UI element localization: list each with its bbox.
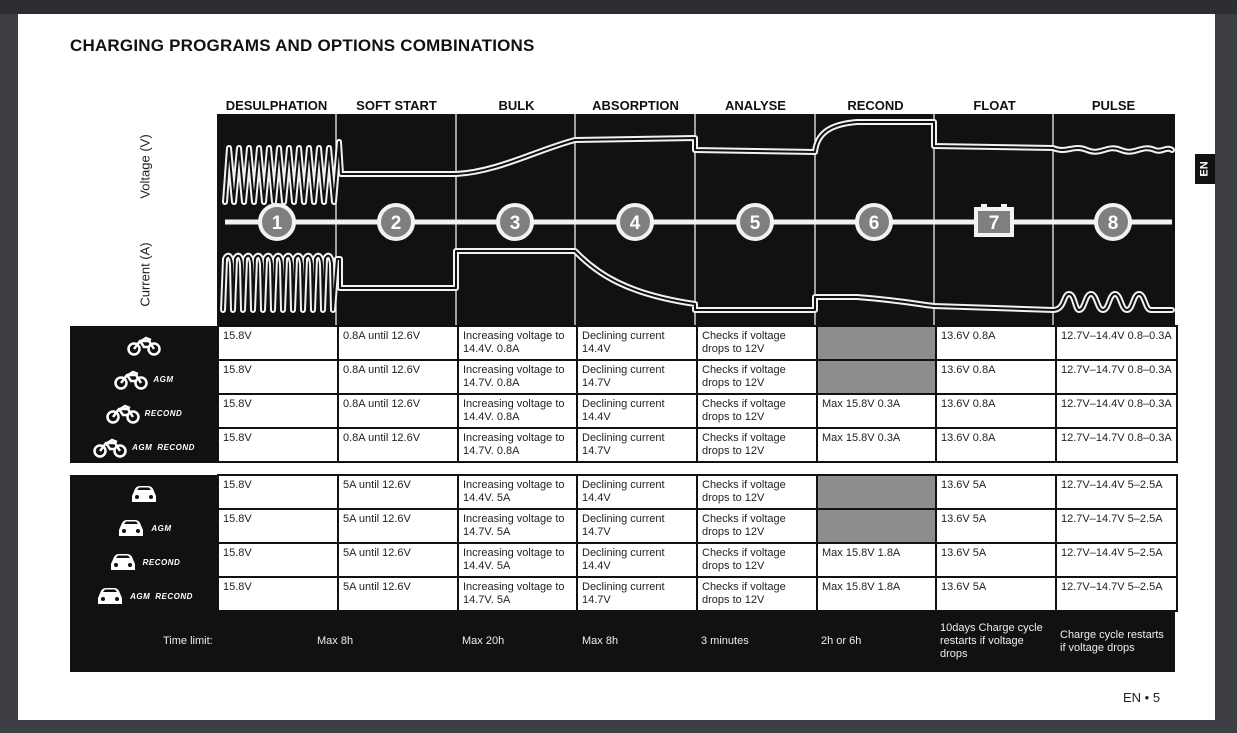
motorcycle-icon <box>93 436 127 458</box>
table-cell: Checks if voltage drops to 12V <box>697 428 817 462</box>
stage-header-4: ABSORPTION <box>592 98 679 113</box>
table-cell: Increasing voltage to 14.7V. 0.8A <box>458 360 577 394</box>
table-cell: 12.7V–14.4V 5–2.5A <box>1056 543 1177 577</box>
time-limit-bar <box>70 611 1175 672</box>
motorcycle-icon <box>106 402 140 424</box>
stage-number-4: 4 <box>629 213 641 234</box>
table-cell: 13.6V 5A <box>936 577 1056 611</box>
language-tab: EN <box>1195 154 1215 184</box>
table-cell: Declining current 14.4V <box>577 475 697 509</box>
mode-car-recond <box>70 545 218 579</box>
mode-moto-agm <box>70 362 218 396</box>
table-cell: 0.8A until 12.6V <box>338 394 458 428</box>
recond-tag: RECOND <box>144 408 183 418</box>
table-cell: 15.8V <box>218 475 338 509</box>
table-cell: 5A until 12.6V <box>338 475 458 509</box>
table-cell: Checks if voltage drops to 12V <box>697 394 817 428</box>
stage-number-5: 5 <box>749 213 761 234</box>
mode-car <box>70 477 218 511</box>
table-cell: 12.7V–14.7V 5–2.5A <box>1056 509 1177 543</box>
stage-number-7: 7 <box>988 213 1000 234</box>
disabled-cell <box>817 475 936 509</box>
stage-marker-6 <box>857 205 891 239</box>
page-number: EN • 5 <box>1123 690 1161 705</box>
table-cell: 5A until 12.6V <box>338 543 458 577</box>
table-cell: Max 15.8V 0.3A <box>817 394 936 428</box>
table-cell: 12.7V–14.7V 5–2.5A <box>1056 577 1177 611</box>
stage-number-2: 2 <box>390 213 402 234</box>
stage-number-8: 8 <box>1107 213 1119 234</box>
stage-number-3: 3 <box>509 213 521 234</box>
table-cell: 15.8V <box>218 394 338 428</box>
motorcycle-table <box>217 325 1178 463</box>
stage-number-6: 6 <box>868 213 880 234</box>
table-cell: Max 15.8V 1.8A <box>817 543 936 577</box>
mode-car-agm <box>70 511 218 545</box>
recond-tag: RECOND <box>142 557 181 567</box>
table-cell: Declining current 14.4V <box>577 326 697 360</box>
table-cell: Max 15.8V 1.8A <box>817 577 936 611</box>
stage-header-8: PULSE <box>1091 98 1136 113</box>
table-cell: Checks if voltage drops to 12V <box>697 326 817 360</box>
agm-tag: AGM <box>132 442 153 452</box>
stage-marker-8 <box>1096 205 1130 239</box>
table-cell: Increasing voltage to 14.4V. 0.8A <box>458 326 577 360</box>
table-cell: 12.7V–14.7V 0.8–0.3A <box>1056 428 1177 462</box>
table-cell: 13.6V 5A <box>936 543 1056 577</box>
table-cell: Declining current 14.4V <box>577 394 697 428</box>
table-cell: Declining current 14.7V <box>577 428 697 462</box>
time-limit-desulphation-softstart: Max 8h <box>317 635 354 647</box>
mode-moto <box>70 328 218 362</box>
car-icon <box>108 552 138 572</box>
table-cell: 12.7V–14.4V 5–2.5A <box>1056 475 1177 509</box>
table-cell: 13.6V 0.8A <box>936 360 1056 394</box>
mode-moto-agm-recond <box>70 430 218 464</box>
stage-header-5: ANALYSE <box>725 98 786 113</box>
recond-tag: RECOND <box>157 442 195 452</box>
table-cell: Checks if voltage drops to 12V <box>697 475 817 509</box>
table-cell: 0.8A until 12.6V <box>338 428 458 462</box>
time-limit-pulse: Charge cycle restarts if voltage drops <box>1060 628 1164 654</box>
table-cell: Increasing voltage to 14.7V. 0.8A <box>458 428 577 462</box>
table-cell: Declining current 14.7V <box>577 509 697 543</box>
table-cell: 5A until 12.6V <box>338 577 458 611</box>
disabled-cell <box>817 360 936 394</box>
current-axis-label: Current (A) <box>137 242 153 307</box>
table-cell: Increasing voltage to 14.4V. 0.8A <box>458 394 577 428</box>
table-row <box>218 475 1177 509</box>
table-row <box>218 543 1177 577</box>
time-limit-label: Time limit: <box>163 635 213 647</box>
table-cell: 13.6V 5A <box>936 509 1056 543</box>
motorcycle-modes-panel <box>70 326 218 463</box>
table-cell: 13.6V 0.8A <box>936 326 1056 360</box>
table-cell: Declining current 14.4V <box>577 543 697 577</box>
stage-header-2: SOFT START <box>356 98 437 113</box>
car-icon <box>95 586 125 606</box>
time-limit-recond: 2h or 6h <box>821 635 862 647</box>
table-cell: 5A until 12.6V <box>338 509 458 543</box>
stage-header-1: DESULPHATION <box>225 98 328 113</box>
stage-header-6: RECOND <box>847 98 904 113</box>
table-cell: Increasing voltage to 14.7V. 5A <box>458 509 577 543</box>
mode-moto-recond <box>70 396 218 430</box>
table-row <box>218 326 1177 360</box>
table-cell: Checks if voltage drops to 12V <box>697 509 817 543</box>
table-cell: 0.8A until 12.6V <box>338 360 458 394</box>
table-cell: 13.6V 5A <box>936 475 1056 509</box>
voltage-axis-label: Voltage (V) <box>137 134 153 199</box>
table-cell: Checks if voltage drops to 12V <box>697 577 817 611</box>
motorcycle-icon <box>114 368 148 390</box>
table-cell: 0.8A until 12.6V <box>338 326 458 360</box>
table-cell: Declining current 14.7V <box>577 360 697 394</box>
table-row <box>218 428 1177 462</box>
table-cell: 12.7V–14.4V 0.8–0.3A <box>1056 394 1177 428</box>
table-row <box>218 577 1177 611</box>
time-limit-absorption: Max 8h <box>582 635 619 647</box>
time-limit-float: 10days Charge cycle restarts if voltage drops <box>940 622 1043 660</box>
table-cell: 15.8V <box>218 360 338 394</box>
time-limit-analyse: 3 minutes <box>701 635 749 647</box>
table-cell: Increasing voltage to 14.4V. 5A <box>458 475 577 509</box>
document-page <box>18 14 1215 720</box>
viewer-top-bar <box>0 0 1237 14</box>
time-limit-bulk: Max 20h <box>462 635 505 647</box>
table-cell: 15.8V <box>218 543 338 577</box>
stage-marker-5 <box>738 205 772 239</box>
disabled-cell <box>817 509 936 543</box>
table-cell: Declining current 14.7V <box>577 577 697 611</box>
table-cell: 15.8V <box>218 428 338 462</box>
stage-header-7: FLOAT <box>973 98 1016 113</box>
disabled-cell <box>817 326 936 360</box>
mode-car-agm-recond <box>70 579 218 613</box>
table-row <box>218 394 1177 428</box>
agm-tag: AGM <box>151 523 172 533</box>
table-cell: Max 15.8V 0.3A <box>817 428 936 462</box>
stage-header-3: BULK <box>498 98 535 113</box>
car-icon <box>116 518 146 538</box>
table-cell: 15.8V <box>218 326 338 360</box>
table-cell: 15.8V <box>218 577 338 611</box>
table-cell: Checks if voltage drops to 12V <box>697 543 817 577</box>
table-row <box>218 360 1177 394</box>
motorcycle-icon <box>127 334 161 356</box>
table-cell: 12.7V–14.4V 0.8–0.3A <box>1056 326 1177 360</box>
charging-curve-graph <box>217 114 1175 326</box>
table-cell: 13.6V 0.8A <box>936 428 1056 462</box>
table-row <box>218 509 1177 543</box>
stage-marker-4 <box>618 205 652 239</box>
table-cell: Increasing voltage to 14.7V. 5A <box>458 577 577 611</box>
page-title: CHARGING PROGRAMS AND OPTIONS COMBINATIONS <box>70 36 535 55</box>
stage-marker-2 <box>379 205 413 239</box>
stage-number-1: 1 <box>271 213 283 234</box>
table-cell: 12.7V–14.7V 0.8–0.3A <box>1056 360 1177 394</box>
car-table <box>217 474 1178 612</box>
car-modes-panel <box>70 475 218 612</box>
agm-tag: AGM <box>130 591 151 601</box>
stage-marker-1 <box>260 205 294 239</box>
car-icon <box>129 484 159 504</box>
recond-tag: RECOND <box>155 591 193 601</box>
table-cell: 15.8V <box>218 509 338 543</box>
table-cell: 13.6V 0.8A <box>936 394 1056 428</box>
stage-marker-7 <box>976 204 1012 235</box>
table-cell: Increasing voltage to 14.4V. 5A <box>458 543 577 577</box>
agm-tag: AGM <box>153 374 174 384</box>
table-cell: Checks if voltage drops to 12V <box>697 360 817 394</box>
stage-marker-3 <box>498 205 532 239</box>
